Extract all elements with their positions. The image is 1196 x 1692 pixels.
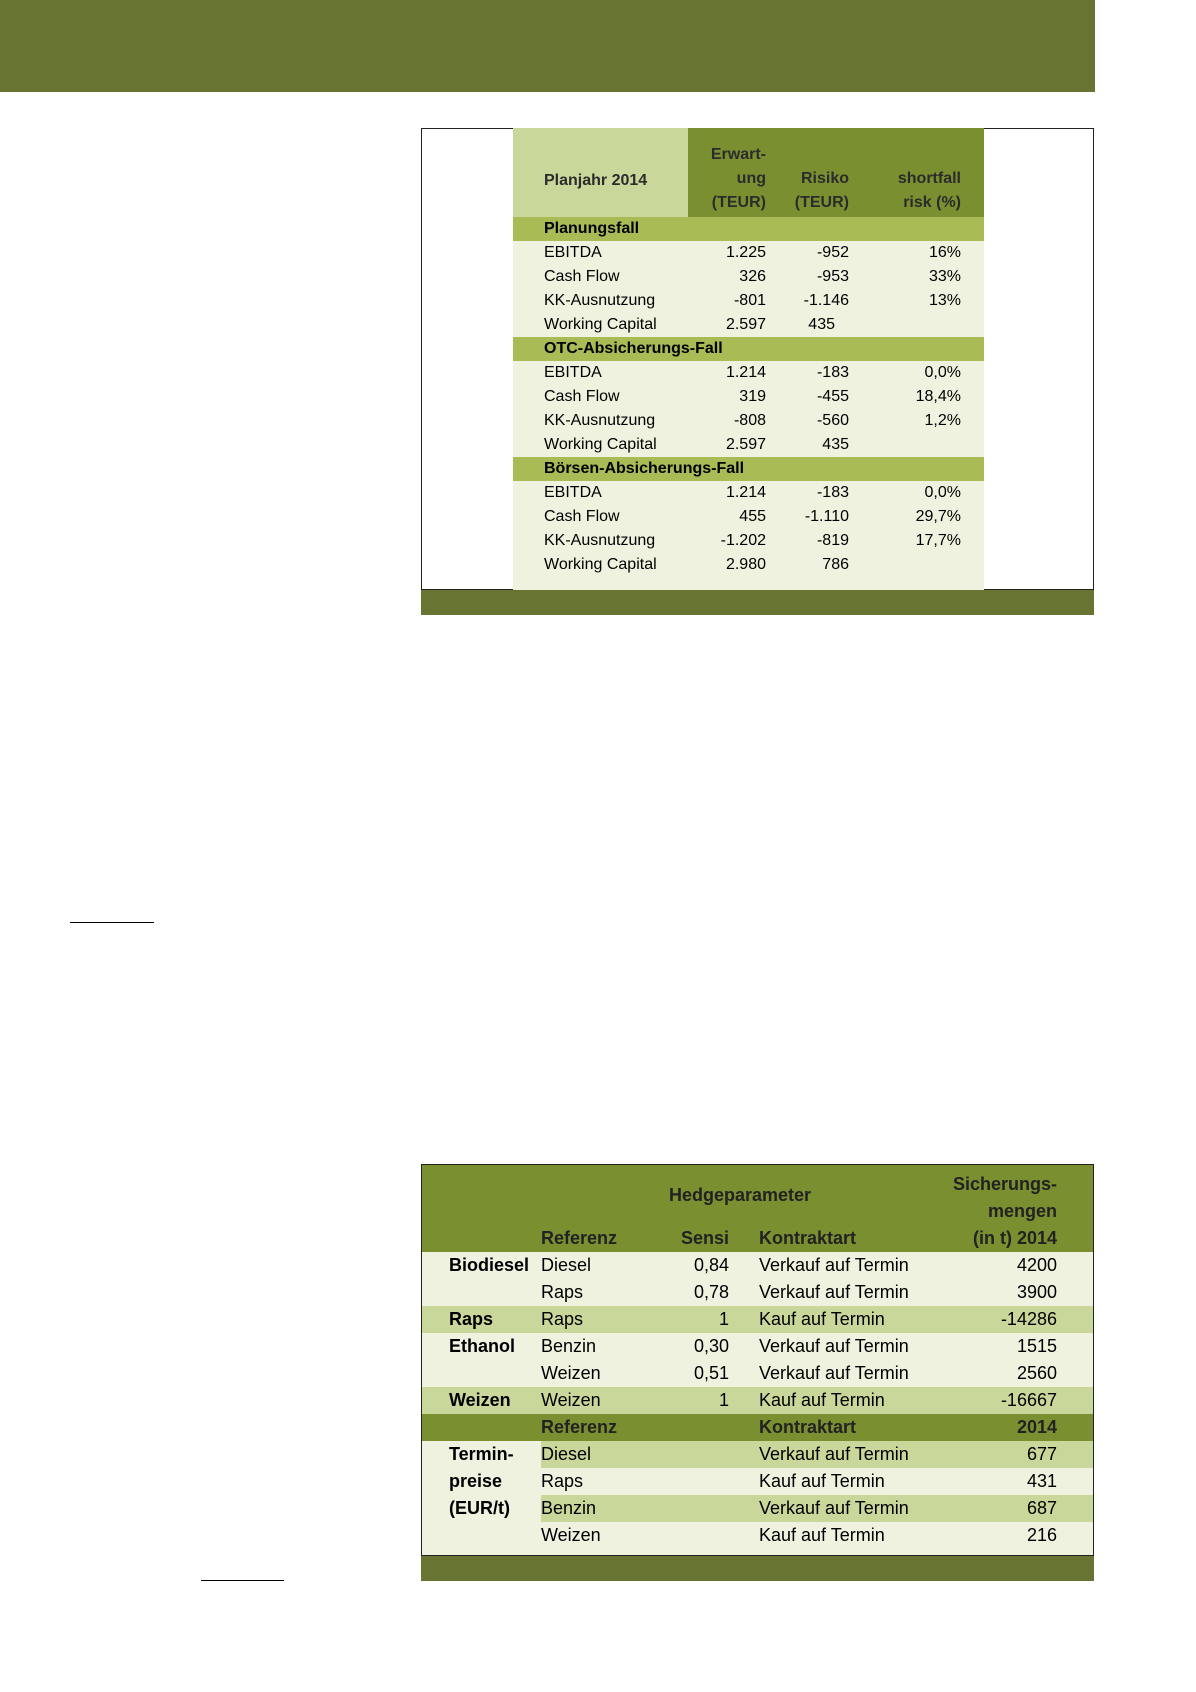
- table-row: EBITDA 1.214 -183 0,0%: [513, 481, 984, 505]
- hedgeparameter-heading: Hedgeparameter: [669, 1165, 944, 1225]
- table1-header-row: [513, 128, 984, 217]
- footnote-rule: [201, 1580, 284, 1581]
- table-row: Raps 0,78 Verkauf auf Termin 3900: [422, 1279, 1093, 1306]
- table-row: Working Capital 2.980 786: [513, 553, 984, 577]
- kontraktart-heading: Kontraktart: [759, 1225, 944, 1252]
- table-row: Working Capital 2.597 435: [513, 313, 984, 337]
- terminpreise-label: Termin- preise (EUR/t): [422, 1441, 541, 1549]
- termin-subheader-row: Referenz Kontraktart 2014: [422, 1414, 1093, 1441]
- table-row: Weizen 0,51 Verkauf auf Termin 2560: [422, 1360, 1093, 1387]
- table2-footer-bar: [421, 1556, 1094, 1581]
- table-row: Termin- preise (EUR/t) Diesel Verkauf auf Termin 677: [422, 1441, 1093, 1468]
- table-row: Raps Kauf auf Termin 431: [422, 1468, 1093, 1495]
- hedge-parameter-table: [422, 1165, 1093, 1549]
- table-row: Benzin Verkauf auf Termin 687: [422, 1495, 1093, 1522]
- table-row: Weizen Weizen 1 Kauf auf Termin -16667: [422, 1387, 1093, 1414]
- header-bar: [0, 0, 1095, 92]
- referenz-heading: Referenz: [541, 1225, 669, 1252]
- table-row: Cash Flow 455 -1.110 29,7%: [513, 505, 984, 529]
- table-row: KK-Ausnutzung -1.202 -819 17,7%: [513, 529, 984, 553]
- table-row: Ethanol Benzin 0,30 Verkauf auf Termin 1515: [422, 1333, 1093, 1360]
- table-row: Cash Flow 326 -953 33%: [513, 265, 984, 289]
- table1-header-planjahr: Planjahr 2014: [513, 128, 688, 217]
- section-header: Börsen-Absicherungs-Fall: [513, 457, 984, 481]
- table1-header-risiko: Risiko (TEUR): [766, 128, 849, 217]
- table-row: KK-Ausnutzung -801 -1.146 13%: [513, 289, 984, 313]
- sicherungsmengen-heading: Sicherungs- mengen (in t) 2014: [944, 1165, 1093, 1252]
- table-row: EBITDA 1.225 -952 16%: [513, 241, 984, 265]
- table-row: Cash Flow 319 -455 18,4%: [513, 385, 984, 409]
- table-row: Biodiesel Diesel 0,84 Verkauf auf Termin 4200: [422, 1252, 1093, 1279]
- table-row: Working Capital 2.597 435: [513, 433, 984, 457]
- sensi-heading: Sensi: [669, 1225, 759, 1252]
- table-row: KK-Ausnutzung -808 -560 1,2%: [513, 409, 984, 433]
- section-header: Planungsfall: [513, 217, 984, 241]
- table-row: Raps Raps 1 Kauf auf Termin -14286: [422, 1306, 1093, 1333]
- table1-header-shortfall: shortfall risk (%): [849, 128, 961, 217]
- table-row: EBITDA 1.214 -183 0,0%: [513, 361, 984, 385]
- footnote-rule: [70, 922, 154, 923]
- planning-risk-table: [513, 128, 984, 602]
- table1-footer-bar: [421, 590, 1094, 615]
- table-row: Weizen Kauf auf Termin 216: [422, 1522, 1093, 1549]
- table1-header-erwartung: Erwart- ung (TEUR): [688, 128, 766, 217]
- table2-header-row: [422, 1165, 1093, 1225]
- section-header: OTC-Absicherungs-Fall: [513, 337, 984, 361]
